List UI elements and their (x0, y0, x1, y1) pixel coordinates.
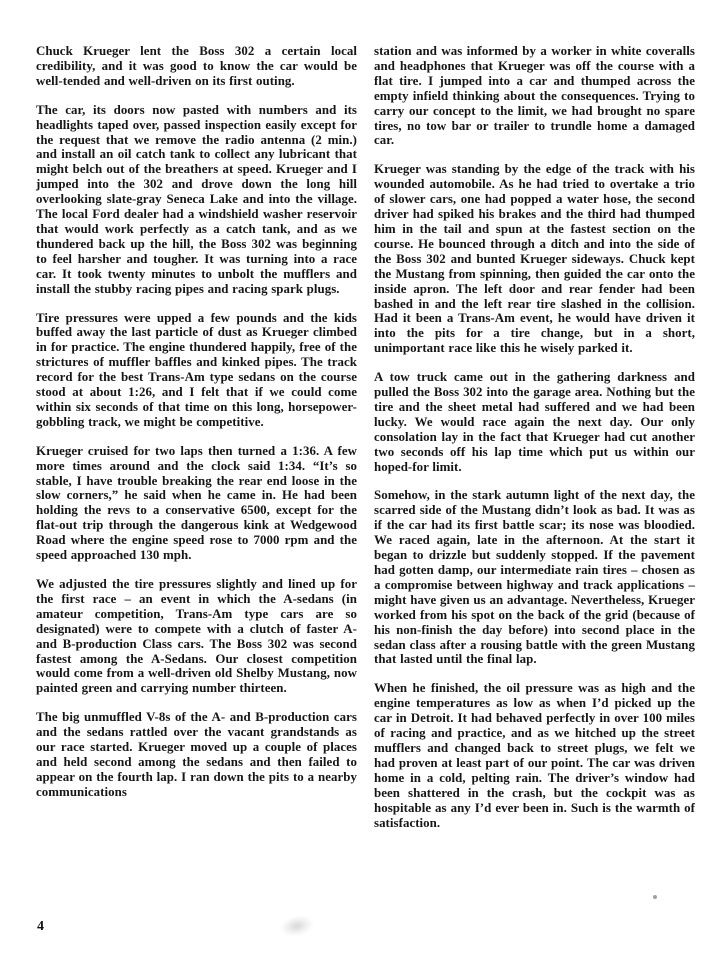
paragraph: Krueger cruised for two laps then turned a 1:36. A few more times around and the clock said 1:34. “It’s so stable, I have trouble breaking the rear end loose in the slow corners,” he said when he came in. He had been holding the revs to a conservative 6500, except for the flat-out trip through the dangerous kink at Wedgewood Road where the engine speed rose to 7000 rpm and the speed approached 130 mph. (36, 443, 357, 563)
paragraph: Chuck Krueger lent the Boss 302 a certain local credibility, and it was good to know the car would be well-tended and well-driven on its first outing. (36, 44, 357, 88)
paragraph: Krueger was standing by the edge of the track with his wounded automobile. As he had tried to overtake a trio of slower cars, one had popped a water hose, the second driver had spiked his brakes and the third had thumped him in the tail and spun at the fastest section on the course. He bounced through a ditch and into the side of the Boss 302 and bunted Krueger sideways. Chuck kept the Mustang from spinning, then guided the car onto the inside apron. The left door and rear fender had been bashed in and the left rear tire slashed in the collision. Had it been a Trans-Am event, he would have driven it into the pits for a tire change, but in a short, unimportant race like this he wisely parked it. (374, 162, 695, 356)
paragraph: We adjusted the tire pressures slightly and lined up for the first race – an event in which the A-sedans (in amateur competition, Trans-Am type cars are so designated) were to compete with a clutch of faster A- and B-production Class cars. The Boss 302 was second fastest among the A-Sedans. Our closest competition would come from a well-driven old Shelby Mustang, now painted green and carrying number thirteen. (36, 577, 357, 696)
paragraph: The big unmuffled V-8s of the A- and B-production cars and the sedans rattled over the vacant grandstands as our race started. Krueger moved up a couple of places and held second among the sedans and then failed to appear on the fourth lap. I ran down the pits to a nearby communications (36, 710, 357, 799)
scan-speck (653, 895, 657, 899)
paragraph: Somehow, in the stark autumn light of the next day, the scarred side of the Mustang didn’t look as bad. It was as if the car had its first battle scar; its nose was bloodied. We raced again, late in the afternoon. At the start it began to drizzle but suddenly stopped. If the pavement had gotten damp, our intermediate rain tires – chosen as a compromise between highway and track applications – might have given us an advantage. Nevertheless, Krueger worked from his spot on the back of the grid (because of his non-finish the day before) into second place in the sedan class after a rousing battle with the green Mustang that lasted until the final lap. (374, 488, 695, 667)
paragraph: When he finished, the oil pressure was as high and the engine temperatures as low as when I’d picked up the car in Detroit. It had behaved perfectly in over 100 miles of racing and practice, and as we hitched up the street mufflers and changed back to street plugs, we felt we had proven at least part of our point. The car was driven home in a cold, pelting rain. The driver’s window had been shattered in the crash, but the cockpit was as hospitable as any I’d ever been in. Such is the warmth of satisfaction. (374, 681, 695, 830)
page-number: 4 (37, 919, 44, 934)
paragraph: Tire pressures were upped a few pounds and the kids buffed away the last particle of dust as Krueger climbed in for practice. The engine thundered happily, free of the strictures of muffler baffles and kinked pipes. The track record for the best Trans-Am type sedans on the course stood at about 1:26, and I felt that if we could come within six seconds of that time on this long, horsepower-gobbling track, we might be competitive. (36, 310, 357, 429)
scan-smudge (278, 913, 315, 940)
text-column-right (374, 44, 695, 844)
paragraph: A tow truck came out in the gathering darkness and pulled the Boss 302 into the garage area. Nothing but the tire and the sheet metal had suffered and we had been lucky. We would race again the next day. Our only consolation lay in the fact that Krueger had cut another two seconds off his lap time which put us within our hoped-for limit. (374, 370, 695, 474)
text-column-left (36, 44, 357, 814)
paragraph: station and was informed by a worker in white coveralls and headphones that Krueger was off the course with a flat tire. I jumped into a car and thumped across the empty infield thinking about the consequences. Trying to carry our concept to the limit, we had brought no spare tires, no tow bar or trailer to trundle home a damaged car. (374, 44, 695, 148)
paragraph: The car, its doors now pasted with numbers and its headlights taped over, passed inspection easily except for the request that we remove the radio antenna (2 min.) and install an oil catch tank to collect any lubricant that might belch out of the breathers at speed. Krueger and I jumped into the 302 and drove down the long hill overlooking slate-gray Seneca Lake and into the village. The local Ford dealer had a windshield washer reservoir that would work perfectly as a catch tank, and as we thundered back up the hill, the Boss 302 was beginning to feel harsher and tougher. It was turning into a race car. It took twenty minutes to unbolt the mufflers and install the stubby racing pipes and racing spark plugs. (36, 102, 357, 296)
